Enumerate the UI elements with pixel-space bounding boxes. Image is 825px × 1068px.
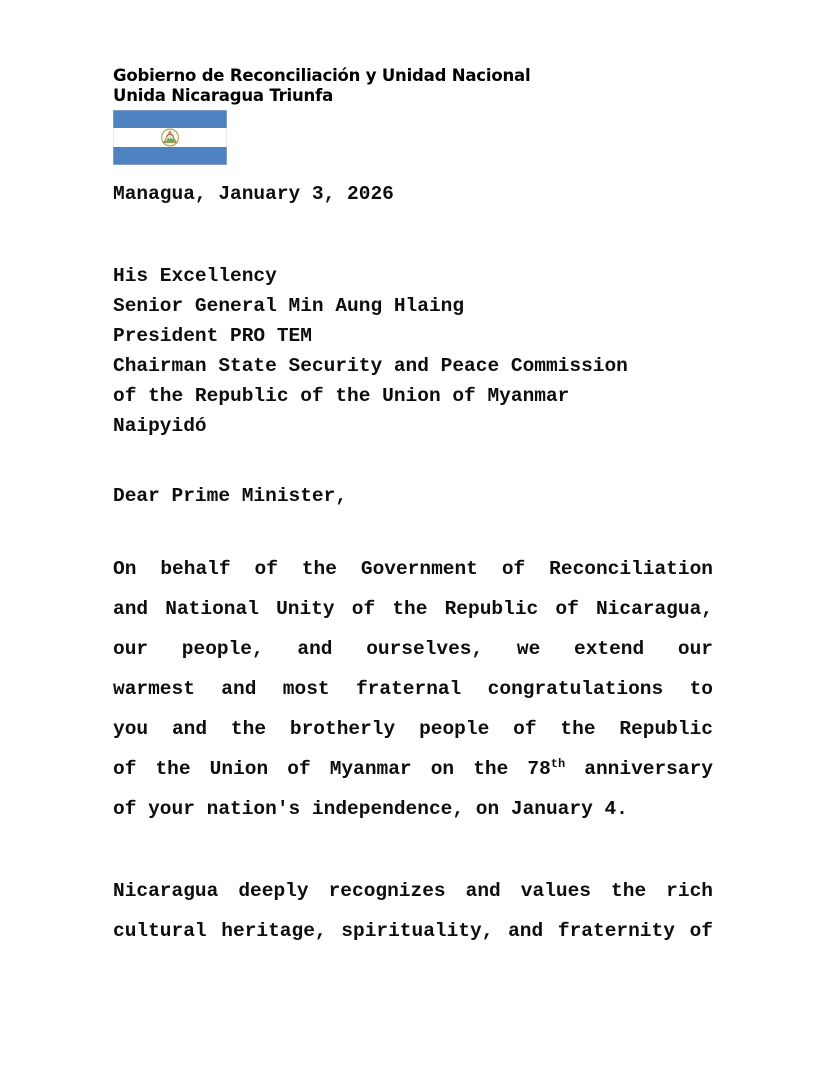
paragraph-line: Nicaragua deeply recognizes and values the rich <box>113 880 713 902</box>
paragraph-line: of your nation's independence, on January 4. <box>113 798 628 820</box>
paragraph-line: cultural heritage, spirituality, and fraternity of <box>113 920 713 942</box>
recipient-line: His Excellency <box>113 265 277 287</box>
nicaragua-flag-image <box>113 110 227 165</box>
paragraph-line: On behalf of the Government of Reconciliation <box>113 558 713 580</box>
paragraph-line: you and the brotherly people of the Republic <box>113 718 713 740</box>
recipient-block <box>113 261 713 441</box>
ordinal-superscript: th <box>550 757 566 771</box>
salutation: Dear Prime Minister, <box>113 485 348 507</box>
paragraph-line: and National Unity of the Republic of Nicaragua, <box>113 598 713 620</box>
letter-content <box>113 0 713 951</box>
body-paragraph-2 <box>113 871 713 951</box>
paragraph-line-anniversary <box>113 749 713 789</box>
recipient-line: President PRO TEM <box>113 325 312 347</box>
flag-emblem <box>162 129 179 146</box>
recipient-line: of the Republic of the Union of Myanmar <box>113 385 570 407</box>
anniversary-prefix: of the Union of Myanmar on the 78 <box>113 758 551 780</box>
letterhead-line-1: Gobierno de Reconciliación y Unidad Nacional <box>113 66 531 85</box>
recipient-line: Senior General Min Aung Hlaing <box>113 295 465 317</box>
paragraph-line: warmest and most fraternal congratulations to <box>113 678 713 700</box>
recipient-line: Chairman State Security and Peace Commission <box>113 355 628 377</box>
date-line: Managua, January 3, 2026 <box>113 183 394 205</box>
letterhead <box>113 66 713 106</box>
body-paragraph-1 <box>113 549 713 829</box>
letterhead-line-2: Unida Nicaragua Triunfa <box>113 86 334 105</box>
recipient-line: Naipyidó <box>113 415 207 437</box>
paragraph-line: our people, and ourselves, we extend our <box>113 638 713 660</box>
anniversary-suffix: anniversary <box>565 758 713 780</box>
